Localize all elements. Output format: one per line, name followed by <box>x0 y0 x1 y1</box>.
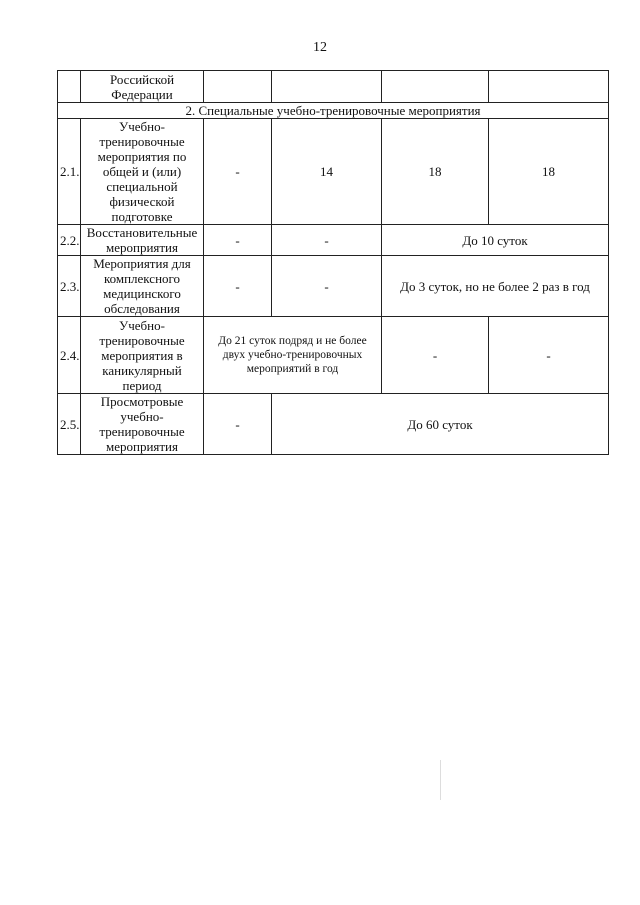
event-name-cell: Российской Федерации <box>81 71 204 103</box>
value-cell: До 3 суток, но не более 2 раз в год <box>382 256 609 317</box>
row-number: 2.3. <box>58 256 81 317</box>
value-cell: - <box>204 225 272 256</box>
value-cell: 18 <box>489 119 609 225</box>
value-cell: - <box>382 317 489 394</box>
scan-artifact <box>440 760 441 800</box>
value-cell <box>489 71 609 103</box>
value-cell: До 21 суток подряд и не более двух учебно-тренировочных мероприятий в год <box>204 317 382 394</box>
value-cell <box>272 71 382 103</box>
table-row <box>58 394 609 455</box>
table-row <box>58 119 609 225</box>
value-cell: До 60 суток <box>272 394 609 455</box>
value-cell: - <box>272 225 382 256</box>
event-name-cell: Учебно-тренировочные мероприятия по общей и (или) специальной физической подготовке <box>81 119 204 225</box>
row-number: 2.1. <box>58 119 81 225</box>
section-header: 2. Специальные учебно-тренировочные мероприятия <box>58 103 609 119</box>
value-cell: - <box>489 317 609 394</box>
value-cell: - <box>204 394 272 455</box>
event-name-cell: Просмотровые учебно-тренировочные мероприятия <box>81 394 204 455</box>
value-cell: - <box>204 119 272 225</box>
value-cell: 18 <box>382 119 489 225</box>
event-name-cell: Мероприятия для комплексного медицинского обследования <box>81 256 204 317</box>
table-row <box>58 256 609 317</box>
value-cell: - <box>272 256 382 317</box>
table-row <box>58 71 609 103</box>
value-cell: - <box>204 256 272 317</box>
event-name-cell: Учебно-тренировочные мероприятия в каникулярный период <box>81 317 204 394</box>
value-cell: До 10 суток <box>382 225 609 256</box>
num-cell <box>58 71 81 103</box>
row-number: 2.2. <box>58 225 81 256</box>
value-cell <box>382 71 489 103</box>
table-row <box>58 225 609 256</box>
event-name-cell: Восстановительные мероприятия <box>81 225 204 256</box>
page-number: 12 <box>313 40 327 55</box>
table-row <box>58 317 609 394</box>
row-number: 2.5. <box>58 394 81 455</box>
section-header-row <box>58 103 609 119</box>
row-number: 2.4. <box>58 317 81 394</box>
training-events-table <box>57 70 609 455</box>
value-cell <box>204 71 272 103</box>
value-cell: 14 <box>272 119 382 225</box>
